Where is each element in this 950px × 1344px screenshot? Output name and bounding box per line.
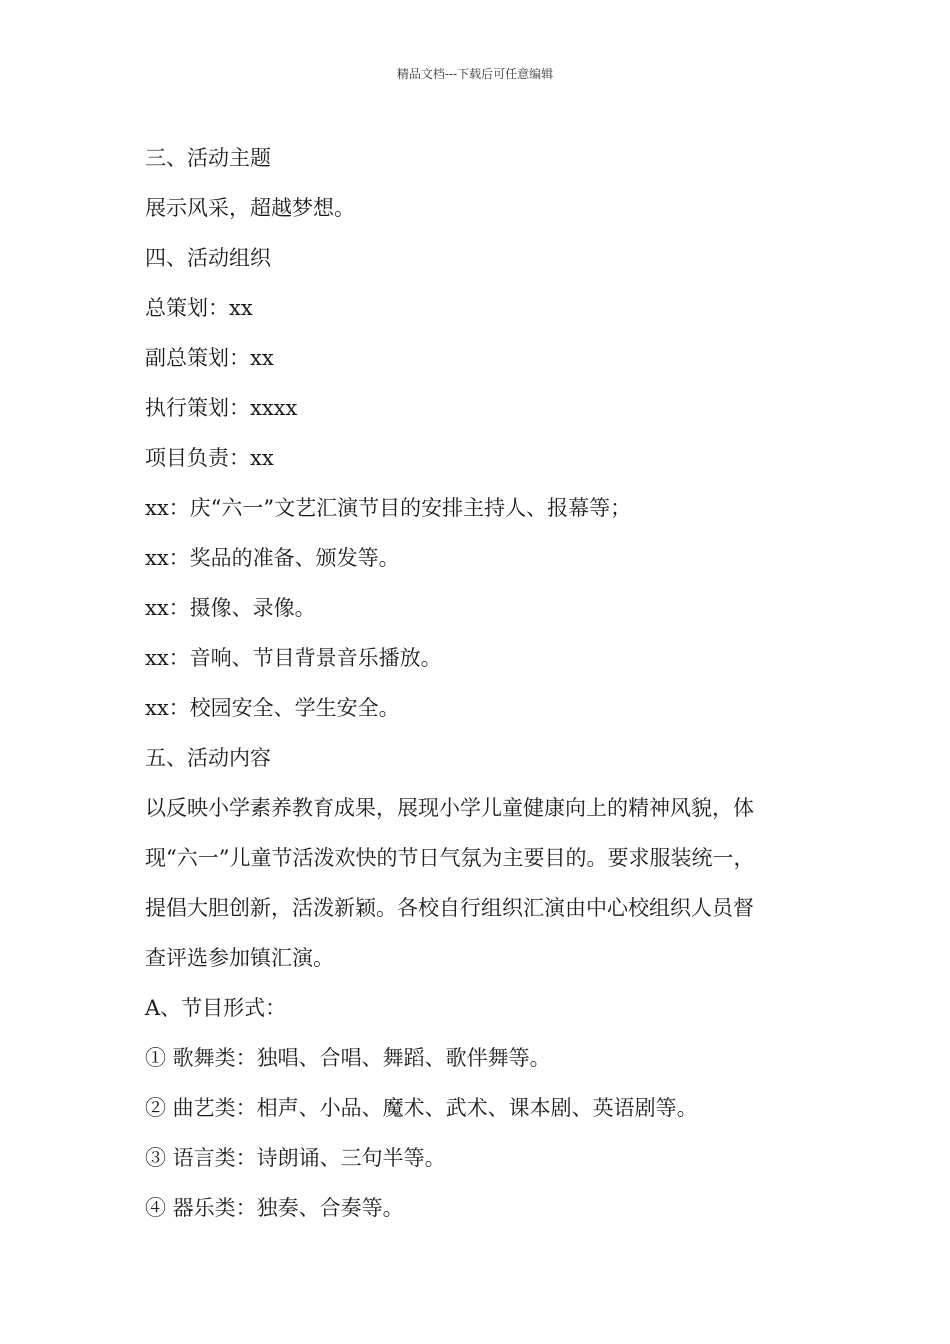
org-deputy-planner: 副总策划：xx [145, 346, 274, 370]
org-project-lead: 项目负责：xx [145, 446, 274, 470]
content-paragraph-line-1: 以反映小学素养教育成果，展现小学儿童健康向上的精神风貌，体 [145, 796, 754, 820]
form-item-instrumental: ④ 器乐类：独奏、合奏等。 [145, 1196, 404, 1220]
form-item-language: ③ 语言类：诗朗诵、三句半等。 [145, 1146, 446, 1170]
section-heading-organization: 四、活动组织 [145, 246, 271, 270]
form-item-quyi: ② 曲艺类：相声、小品、魔术、武术、课本剧、英语剧等。 [145, 1096, 698, 1120]
org-executive-planner: 执行策划：xxxx [145, 396, 298, 420]
document-body [145, 133, 825, 1233]
content-paragraph-line-2: 现“六一”儿童节活泼欢快的节日气氛为主要目的。要求服装统一， [145, 846, 755, 870]
subheading-program-forms: A、节目形式： [145, 996, 287, 1020]
theme-text: 展示风采，超越梦想。 [145, 196, 355, 220]
org-duty-audio: xx：音响、节目背景音乐播放。 [145, 646, 442, 670]
org-duty-program: xx：庆“六一”文艺汇演节目的安排主持人、报幕等； [145, 496, 632, 520]
org-chief-planner: 总策划：xx [145, 296, 253, 320]
content-paragraph-line-4: 查评选参加镇汇演。 [145, 946, 334, 970]
section-heading-theme: 三、活动主题 [145, 146, 271, 170]
page-header: 精品文档---下载后可任意编辑 [396, 67, 554, 81]
content-paragraph-line-3: 提倡大胆创新，活泼新颖。各校自行组织汇演由中心校组织人员督 [145, 896, 754, 920]
section-heading-content: 五、活动内容 [145, 746, 271, 770]
org-duty-prizes: xx：奖品的准备、颁发等。 [145, 546, 400, 570]
org-duty-safety: xx：校园安全、学生安全。 [145, 696, 400, 720]
form-item-song-dance: ① 歌舞类：独唱、合唱、舞蹈、歌伴舞等。 [145, 1046, 551, 1070]
org-duty-video: xx：摄像、录像。 [145, 596, 316, 620]
